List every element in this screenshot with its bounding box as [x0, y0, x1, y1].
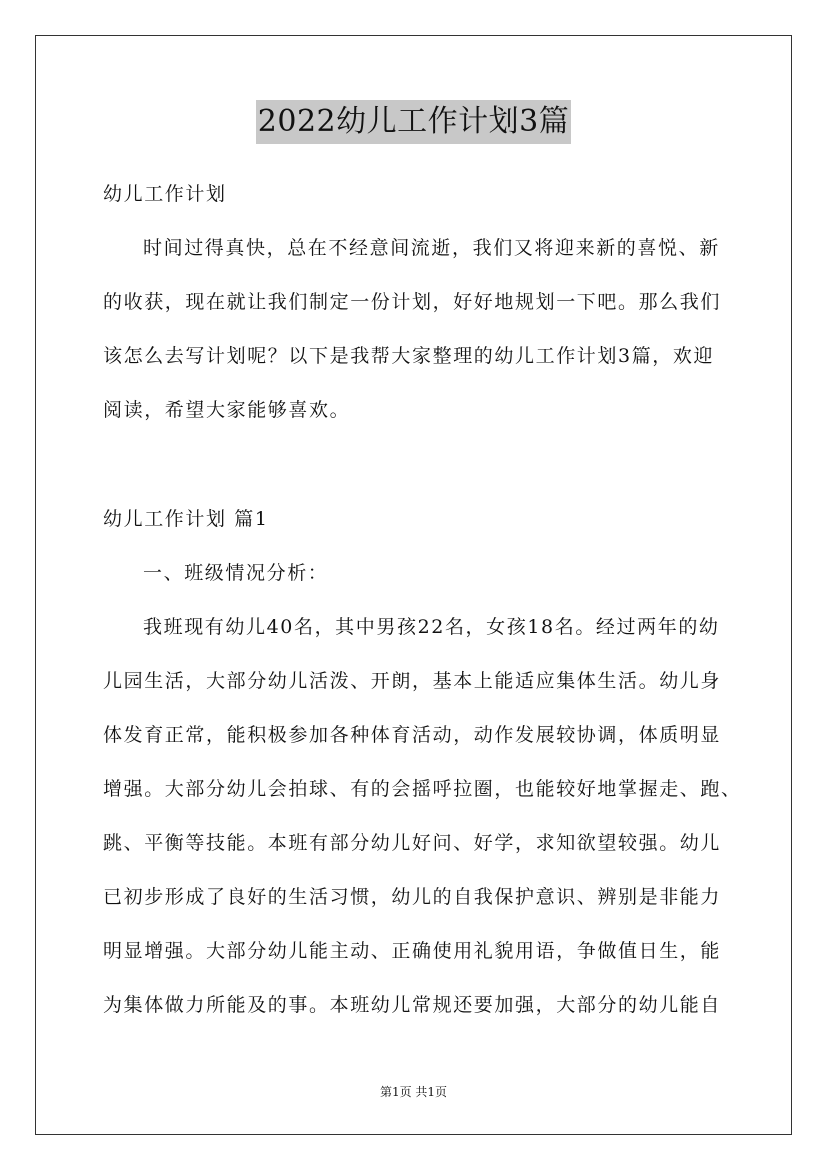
- body-line: 体发育正常，能积极参加各种体育活动，动作发展较协调，体质明显: [103, 724, 722, 746]
- body-line: 增强。大部分幼儿会拍球、有的会摇呼拉圈，也能较好地掌握走、跑、: [103, 778, 742, 800]
- body-line: 我班现有幼儿40名，其中男孩22名，女孩18名。经过两年的幼: [143, 616, 720, 638]
- intro-line: 该怎么去写计划呢？以下是我帮大家整理的幼儿工作计划3篇，欢迎: [103, 345, 715, 367]
- body-line: 跳、平衡等技能。本班有部分幼儿好问、好学，求知欲望较强。幼儿: [103, 832, 722, 854]
- part-heading: 幼儿工作计划 篇1: [103, 508, 269, 530]
- intro-line: 阅读，希望大家能够喜欢。: [103, 399, 351, 421]
- body-line: 为集体做力所能及的事。本班幼儿常规还要加强，大部分的幼儿能自: [103, 994, 722, 1016]
- subheading: 一、班级情况分析：: [143, 562, 329, 584]
- body-line: 已初步形成了良好的生活习惯，幼儿的自我保护意识、辨别是非能力: [103, 886, 722, 908]
- intro-line: 时间过得真快，总在不经意间流逝，我们又将迎来新的喜悦、新: [143, 237, 720, 259]
- body-line: 明显增强。大部分幼儿能主动、正确使用礼貌用语，争做值日生，能: [103, 940, 722, 962]
- body-line: 儿园生活，大部分幼儿活泼、开朗，基本上能适应集体生活。幼儿身: [103, 670, 722, 692]
- title-container: [0, 100, 827, 144]
- intro-line: 的收获，现在就让我们制定一份计划，好好地规划一下吧。那么我们: [103, 291, 722, 313]
- section-heading: 幼儿工作计划: [103, 183, 227, 205]
- document-title[interactable]: 2022幼儿工作计划3篇: [256, 100, 571, 144]
- page-footer: 第1页 共1页: [379, 1085, 448, 1099]
